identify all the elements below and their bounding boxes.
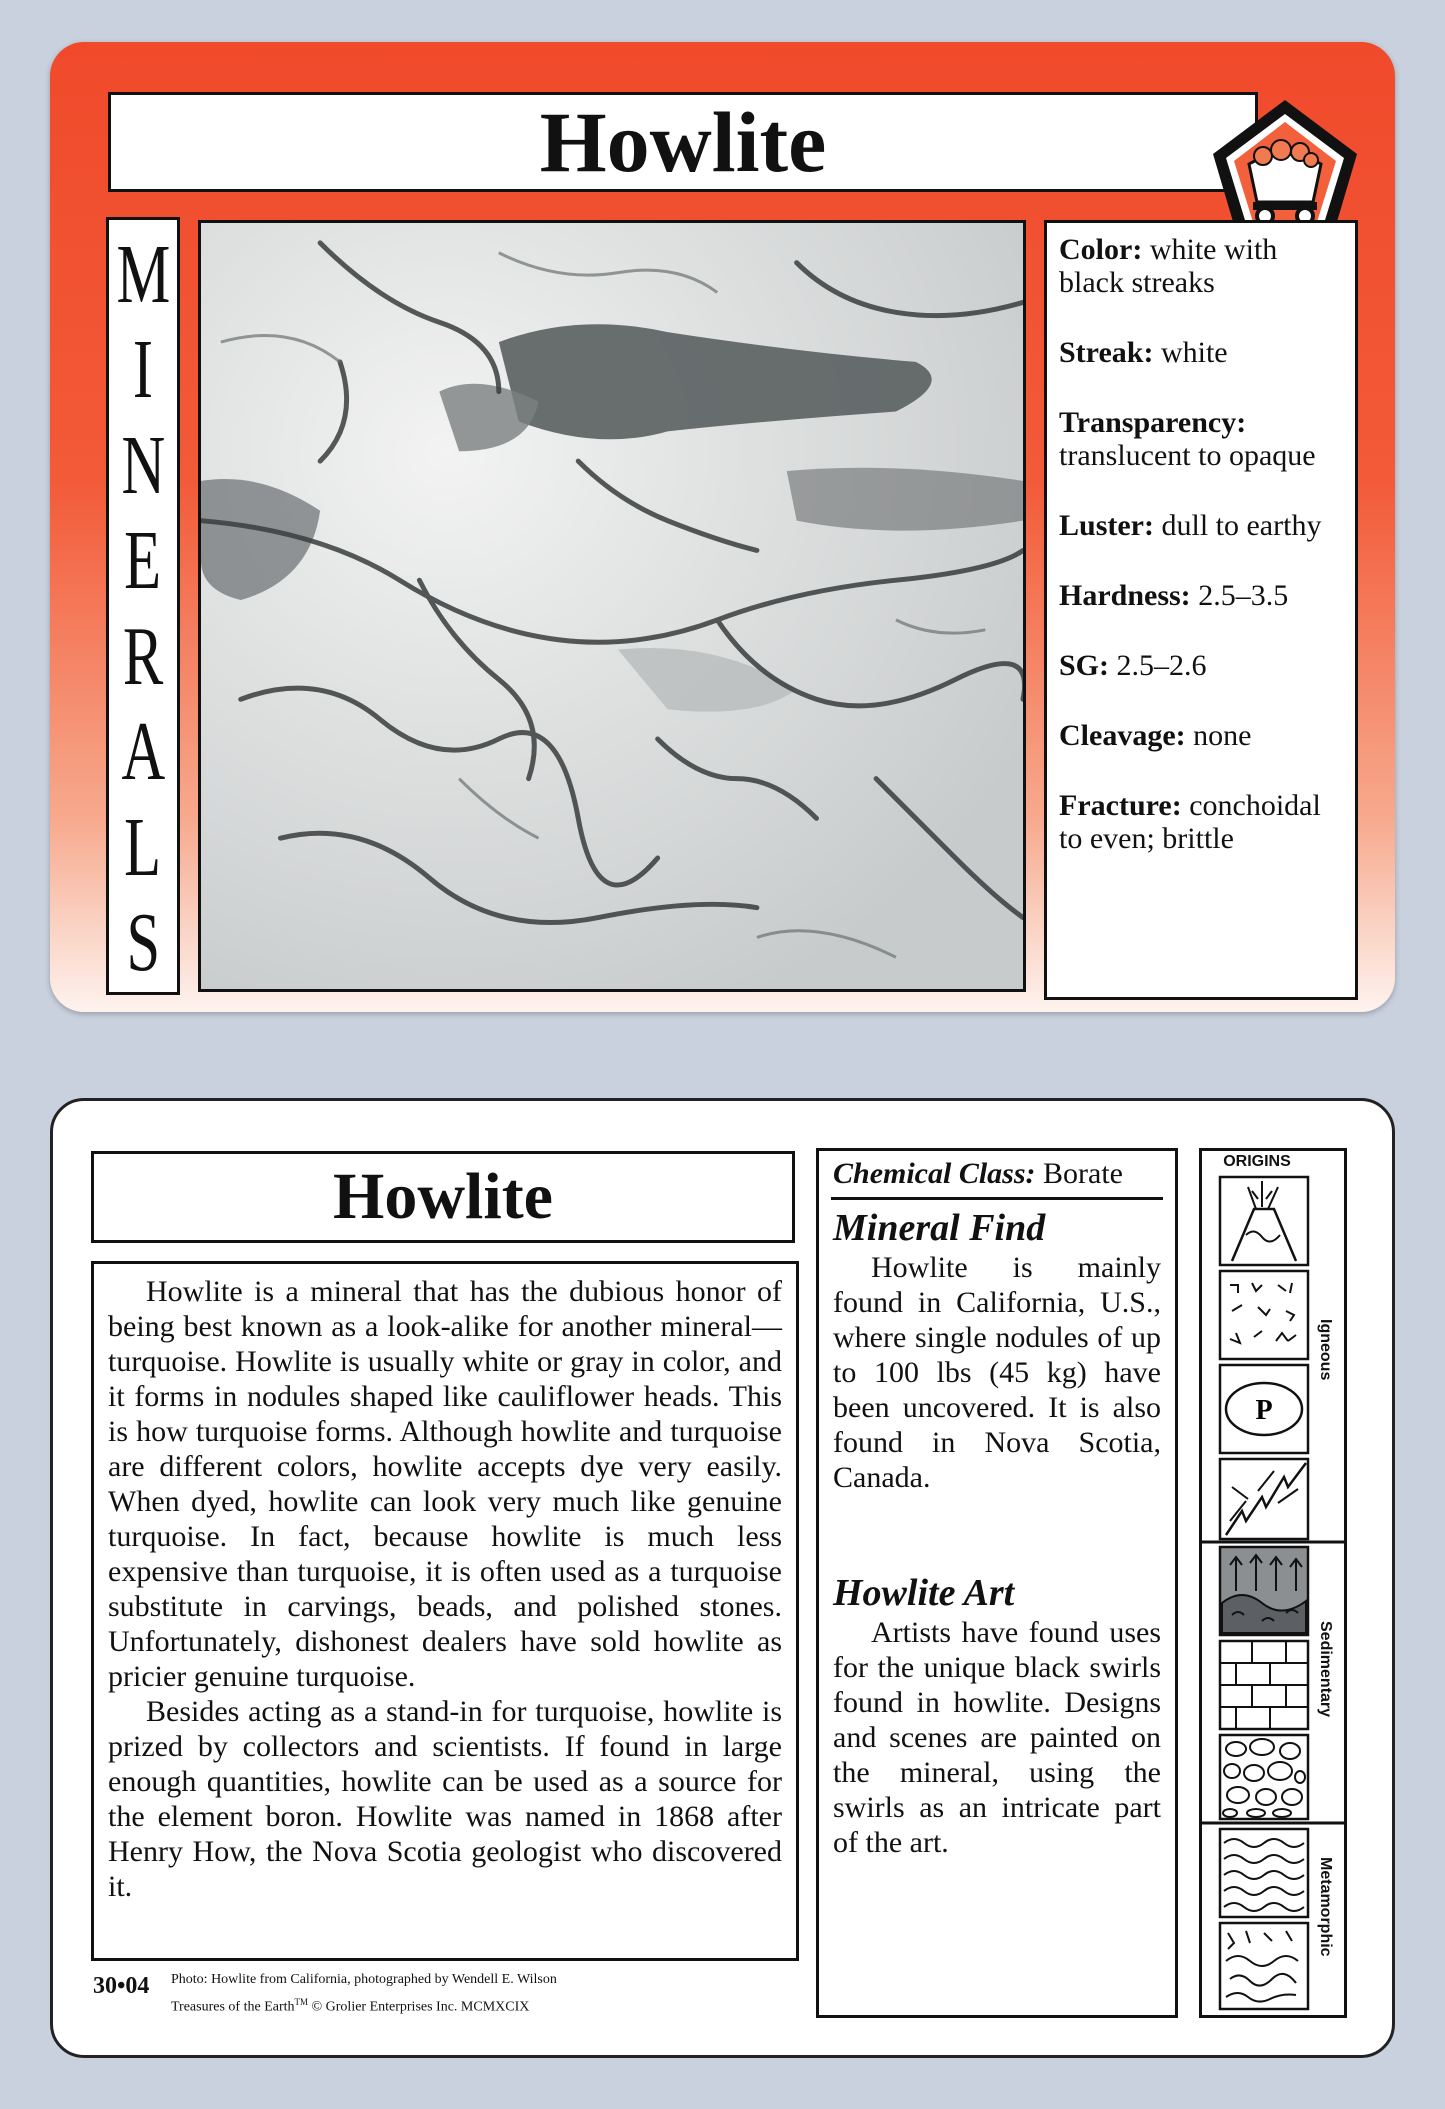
back-title-bar — [91, 1151, 795, 1243]
metamorphic-label: Metamorphic — [1317, 1857, 1334, 1957]
brick-layers-icon — [1220, 1641, 1308, 1729]
description-box — [91, 1261, 799, 1961]
category-letter: L — [124, 800, 162, 894]
property-item — [1059, 336, 1345, 369]
chemical-class — [831, 1157, 1163, 1200]
trademark: TM — [294, 1997, 309, 2007]
copyright-prefix: Treasures of the Earth — [171, 1999, 295, 2015]
section-text-mineral-find: Howlite is mainly found in California, U.S., where single nodules of up to 100 lbs (45 kg) have been uncovered. It is also found in Nova Scotia, Canada. — [833, 1251, 1161, 1494]
property-value: white — [1153, 336, 1228, 369]
plutonic-icon — [1220, 1365, 1308, 1453]
property-label: Transparency: — [1059, 406, 1247, 439]
property-item — [1059, 719, 1345, 752]
property-value: 2.5–2.6 — [1109, 649, 1207, 682]
igneous-label: Igneous — [1317, 1319, 1334, 1381]
description-paragraph-2: Besides acting as a stand-in for turquoise, howlite is prized by collectors and scientists. If found in large enough quantities, howlite can be used as a source for the element boron. Howlite was named in 1868 after Henry How, the Nova Scotia geologist who discovered it. — [108, 1695, 782, 1903]
category-letter: E — [124, 514, 162, 608]
card-front — [50, 42, 1395, 1012]
evaporite-icon — [1220, 1547, 1308, 1635]
property-value: dull to earthy — [1153, 509, 1322, 542]
foliated-icon — [1220, 1829, 1308, 1917]
property-label: Fracture: — [1059, 789, 1182, 822]
property-item — [1059, 789, 1345, 855]
property-label: Streak: — [1059, 336, 1154, 369]
info-column — [816, 1148, 1178, 2018]
card-number: 30•04 — [93, 1973, 150, 1999]
origins-panel — [1199, 1148, 1347, 2018]
property-label: Hardness: — [1059, 579, 1191, 612]
property-value: translucent to opaque — [1059, 439, 1316, 472]
property-label: Luster: — [1059, 509, 1154, 542]
section-text-howlite-art: Artists have found uses for the unique black swirls found in howlite. Designs and scenes are painted on the mineral, using the swirls as an intricate part of the art. — [833, 1616, 1161, 1859]
section-heading-mineral-find: Mineral Find — [833, 1207, 1046, 1249]
property-item — [1059, 649, 1345, 682]
property-item — [1059, 406, 1345, 472]
property-value: white with black streaks — [1059, 233, 1278, 299]
category-vertical-label — [106, 217, 180, 995]
property-label: Cleavage: — [1059, 719, 1186, 752]
pebbles-icon — [1220, 1735, 1308, 1819]
front-title-bar — [108, 92, 1258, 192]
category-letter: N — [121, 418, 165, 512]
property-value: none — [1185, 719, 1252, 752]
description-paragraph-1: Howlite is a mineral that has the dubious honor of being best known as a look-alike for another mineral—turquoise. Howlite is usually white or gray in color, and it forms in nodules shaped like cauliflower heads. This is how turquoise forms. Although howlite and turquoise are different colors, howlite accepts dye very easily. When dyed, howlite can look very much like genuine turquoise. In fact, because howlite is much less expensive than turquoise, it is often used as a turquoise substitute in carvings, beads, and polished stones. Unfortunately, dishonest dealers have sold howlite as pricier genuine turquoise. — [108, 1275, 782, 1693]
category-letter: I — [132, 323, 154, 417]
back-title: Howlite — [333, 1160, 553, 1233]
property-value: 2.5–3.5 — [1190, 579, 1289, 612]
property-item — [1059, 233, 1345, 299]
extrusive-crystals-icon — [1220, 1271, 1308, 1359]
property-label: SG: — [1059, 649, 1110, 682]
property-item — [1059, 509, 1345, 542]
chemical-class-value: Borate — [1043, 1157, 1123, 1190]
copyright-suffix: © Grolier Enterprises Inc. MCMXCIX — [308, 1999, 530, 2015]
copyright — [171, 1991, 557, 2019]
card-back — [50, 1098, 1395, 2058]
category-letter: R — [122, 609, 164, 703]
category-letter: S — [126, 895, 160, 989]
origins-label: ORIGINS — [1223, 1153, 1291, 1170]
property-item — [1059, 579, 1345, 612]
section-heading-howlite-art: Howlite Art — [833, 1572, 1015, 1614]
property-panel — [1044, 220, 1358, 1000]
property-value: conchoidal to even; brittle — [1059, 789, 1321, 855]
credits — [171, 1969, 557, 2019]
category-letter: M — [116, 228, 170, 321]
plutonic-symbol: P — [1255, 1395, 1273, 1426]
chemical-class-label: Chemical Class: — [833, 1157, 1036, 1190]
front-title: Howlite — [539, 94, 827, 190]
category-letter: A — [121, 705, 165, 799]
intrusive-dike-icon — [1220, 1459, 1308, 1539]
folded-rock-icon — [1220, 1923, 1308, 2009]
sedimentary-label: Sedimentary — [1317, 1621, 1334, 1718]
photo-credit: Photo: Howlite from California, photographed by Wendell E. Wilson — [171, 1972, 557, 1987]
mineral-photo — [198, 220, 1026, 992]
property-label: Color: — [1059, 233, 1143, 266]
volcano-icon — [1220, 1177, 1308, 1265]
